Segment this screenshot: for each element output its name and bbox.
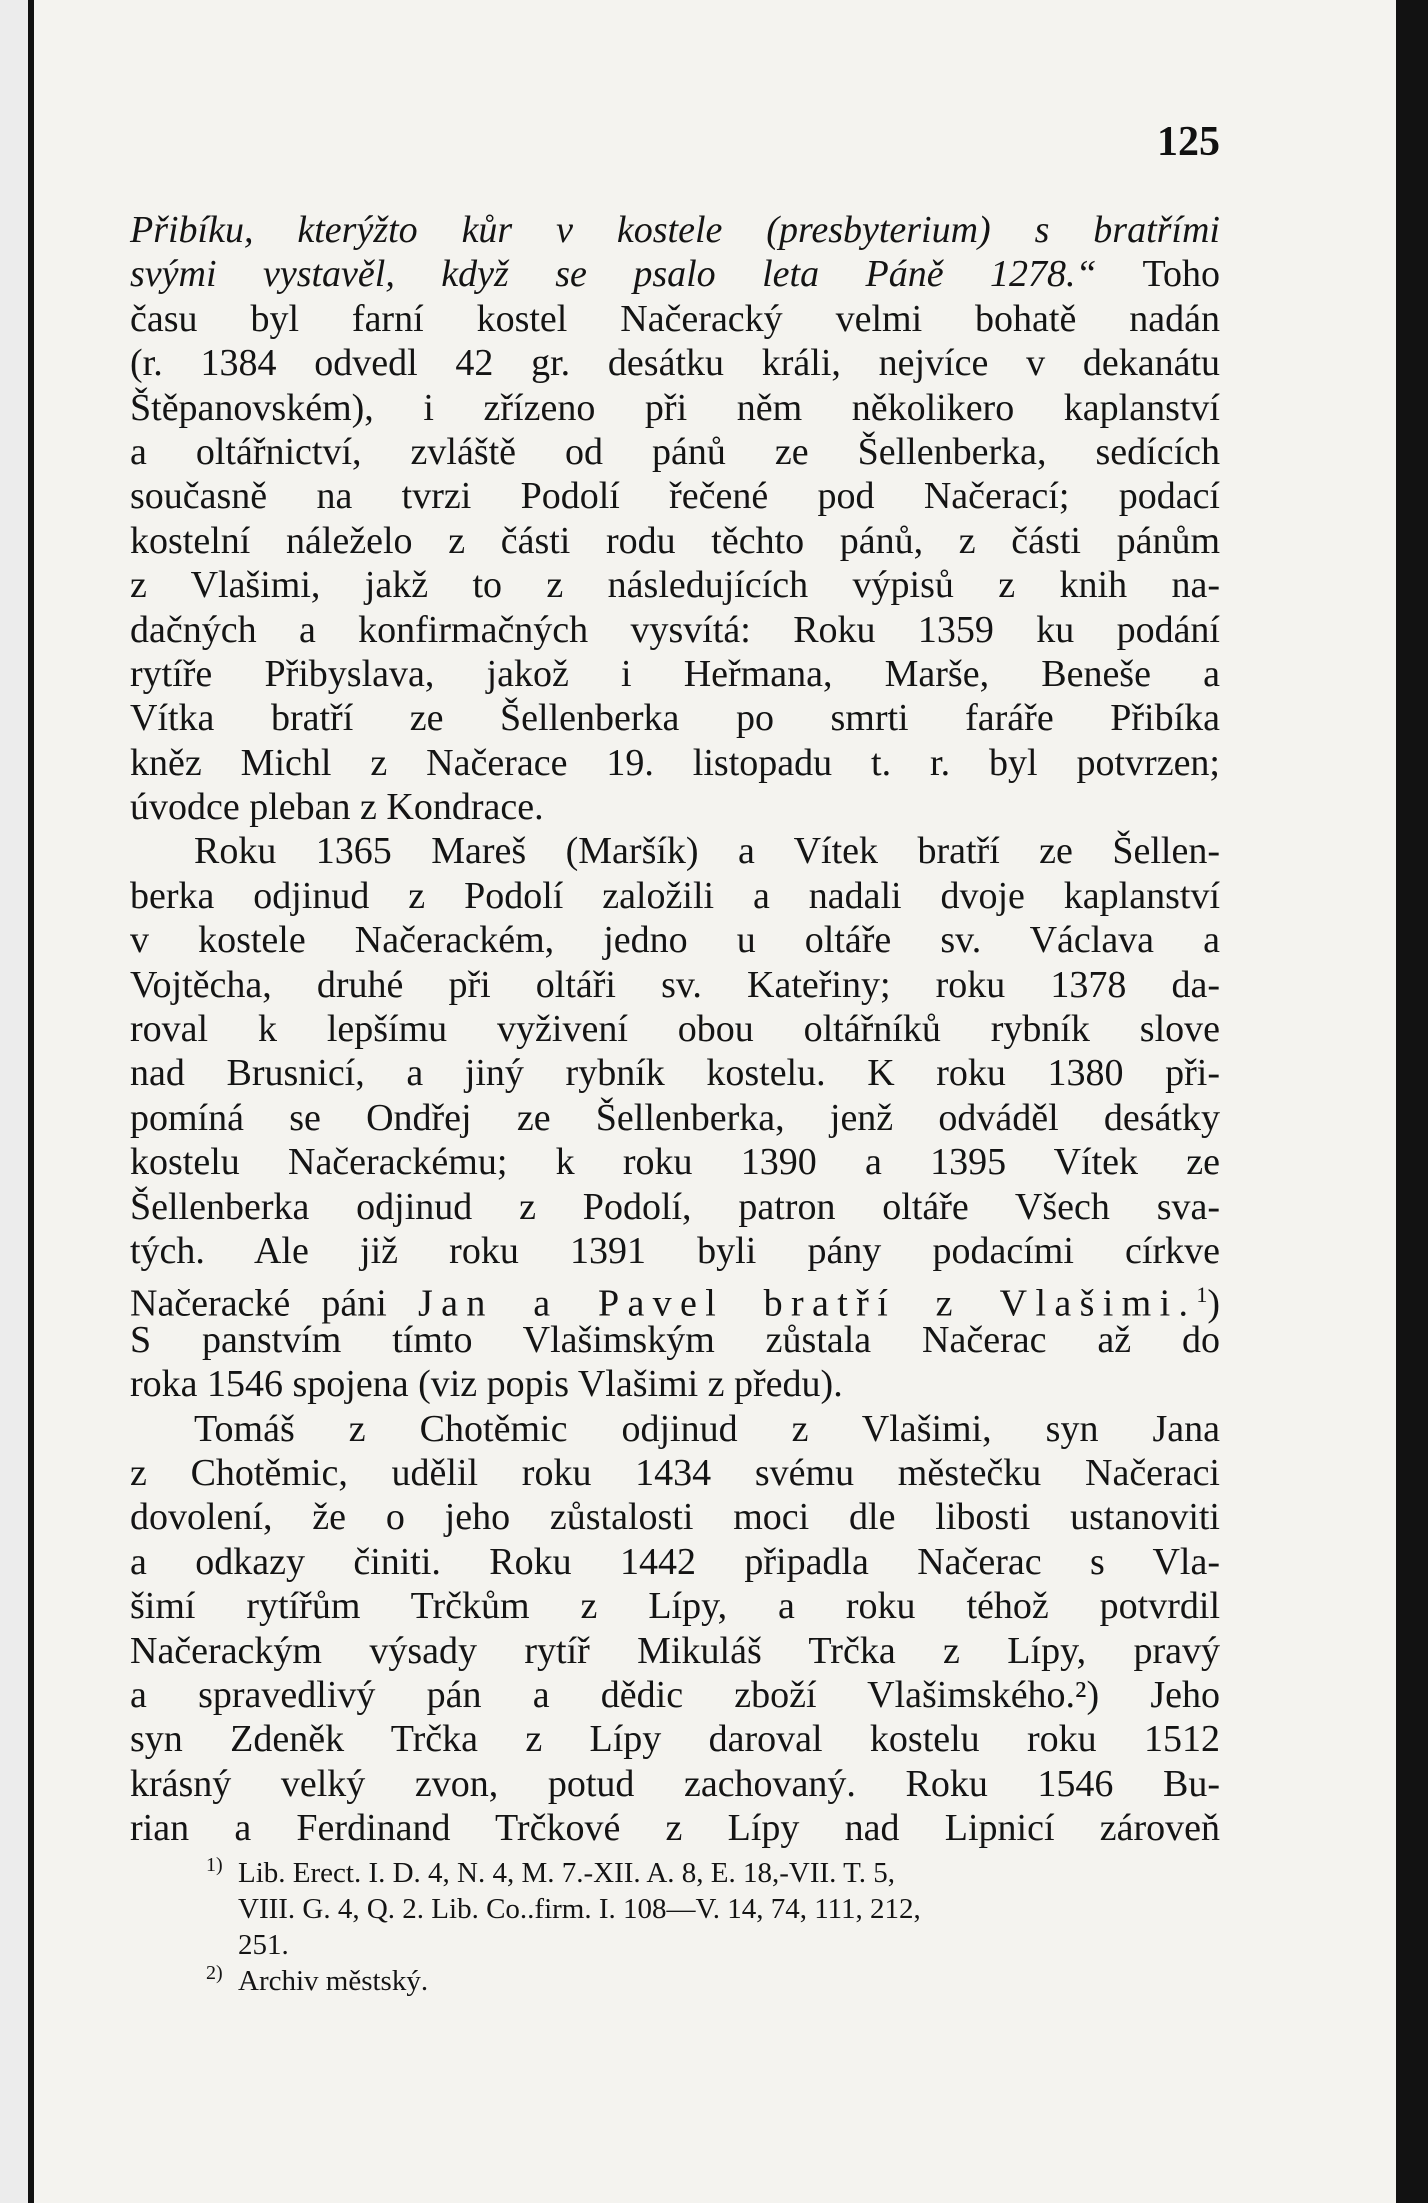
footnote-line: 1) Lib. Erect. I. D. 4, N. 4, M. 7.-XII. A. 8, E. 18,-VII. T. 5, bbox=[206, 1854, 895, 1889]
text-line: kostelní náleželo z části rodu těchto pánů, z části pánům bbox=[130, 519, 1220, 562]
text-line: dovolení, že o jeho zůstalosti moci dle libosti ustanoviti bbox=[130, 1496, 1220, 1539]
text-line: šimí rytířům Trčkům z Lípy, a roku téhož potvrdil bbox=[130, 1585, 1220, 1628]
text-line: Načerackým výsady rytíř Mikuláš Trčka z Lípy, pravý bbox=[130, 1629, 1220, 1672]
text-line: Vojtěcha, druhé při oltáři sv. Kateřiny; roku 1378 da- bbox=[130, 963, 1220, 1006]
text-line: v kostele Načerackém, jedno u oltáře sv. Václava a bbox=[130, 919, 1220, 962]
text-line: nad Brusnicí, a jiný rybník kostelu. K roku 1380 při- bbox=[130, 1052, 1220, 1095]
footnote-line: VIII. G. 4, Q. 2. Lib. Co..firm. I. 108—V. 14, 74, 111, 212, bbox=[238, 1893, 921, 1925]
text-line: tých. Ale již roku 1391 byli pány podacími církve bbox=[130, 1229, 1220, 1272]
text-line: svými vystavěl, když se psalo leta Páně 1278.“ Toho bbox=[130, 253, 1220, 296]
text-line: syn Zdeněk Trčka z Lípy daroval kostelu roku 1512 bbox=[130, 1718, 1220, 1761]
text-line: současně na tvrzi Podolí řečené pod Načerací; podací bbox=[130, 475, 1220, 518]
text-line: dačných a konfirmačných vysvítá: Roku 1359 ku podání bbox=[130, 608, 1220, 651]
footnotes bbox=[206, 1855, 1220, 1999]
italic-run: svými vystavěl, když se psalo leta Páně 1278.“ bbox=[130, 253, 1097, 296]
text-line: S panstvím tímto Vlašimským zůstala Načerac až do bbox=[130, 1318, 1220, 1361]
text-line: roval k lepšímu vyživení obou oltářníků rybník slove bbox=[130, 1008, 1220, 1051]
text-line: z Vlašimi, jakž to z následujících výpisů z knih na- bbox=[130, 564, 1220, 607]
text-line: Vítka bratří ze Šellenberka po smrti faráře Přibíka bbox=[130, 697, 1220, 740]
text-line: pomíná se Ondřej ze Šellenberka, jenž odváděl desátky bbox=[130, 1096, 1220, 1139]
text-line: Tomáš z Chotěmic odjinud z Vlašimi, syn Jana bbox=[194, 1407, 1220, 1450]
footnote-line: 2) Archiv městský. bbox=[206, 1962, 429, 1997]
text-line: Štěpanovském), i zřízeno při něm několikero kaplanství bbox=[130, 386, 1220, 429]
text-line: Roku 1365 Mareš (Maršík) a Vítek bratří ze Šellen- bbox=[194, 830, 1220, 873]
book-gutter-left bbox=[0, 0, 34, 2203]
text-line: roka 1546 spojena (viz popis Vlašimi z předu). bbox=[130, 1363, 843, 1406]
text-line: Šellenberka odjinud z Podolí, patron oltáře Všech sva- bbox=[130, 1185, 1220, 1228]
spaced-names: Jan a Pavel bratří z Vlašimi. bbox=[418, 1283, 1197, 1326]
text-line: Načeracké páni Jan a Pavel bratří z Vlašimi.$^1$) bbox=[130, 1282, 1221, 1326]
text-line: berka odjinud z Podolí založili a nadali dvoje kaplanství bbox=[130, 874, 1220, 917]
text-line: Přibíku, kterýžto kůr v kostele (presbyterium) s bratřími bbox=[130, 209, 1220, 251]
text-line: (r. 1384 odvedl 42 gr. desátku králi, nejvíce v dekanátu bbox=[130, 342, 1220, 385]
text-line: času byl farní kostel Načeracký velmi bohatě nadán bbox=[130, 297, 1220, 340]
footnote-line: 251. bbox=[238, 1929, 289, 1961]
text-line: a odkazy činiti. Roku 1442 připadla Načerac s Vla- bbox=[130, 1540, 1220, 1583]
body-text bbox=[130, 208, 1220, 1850]
page-number: 125 bbox=[1157, 119, 1220, 165]
text-line: z Chotěmic, udělil roku 1434 svému městečku Načeraci bbox=[130, 1451, 1220, 1494]
text-line: úvodce pleban z Kondrace. bbox=[130, 786, 544, 829]
text-line: kněz Michl z Načerace 19. listopadu t. r. byl potvrzen; bbox=[130, 741, 1220, 784]
text-line: rian a Ferdinand Trčkové z Lípy nad Lipnicí zároveň bbox=[130, 1807, 1220, 1850]
text-line: rytíře Přibyslava, jakož i Heřmana, Marše, Beneše a bbox=[130, 652, 1220, 695]
text-line: a oltářnictví, zvláště od pánů ze Šellenberka, sedících bbox=[130, 430, 1220, 473]
footnote-ref: 1 bbox=[1196, 1282, 1208, 1308]
book-edge-right bbox=[1396, 0, 1428, 2203]
text-line: a spravedlivý pán a dědic zboží Vlašimského.²) Jeho bbox=[130, 1673, 1220, 1716]
text-line: krásný velký zvon, potud zachovaný. Roku 1546 Bu- bbox=[130, 1762, 1220, 1805]
text-line: kostelu Načerackému; k roku 1390 a 1395 Vítek ze bbox=[130, 1141, 1220, 1184]
